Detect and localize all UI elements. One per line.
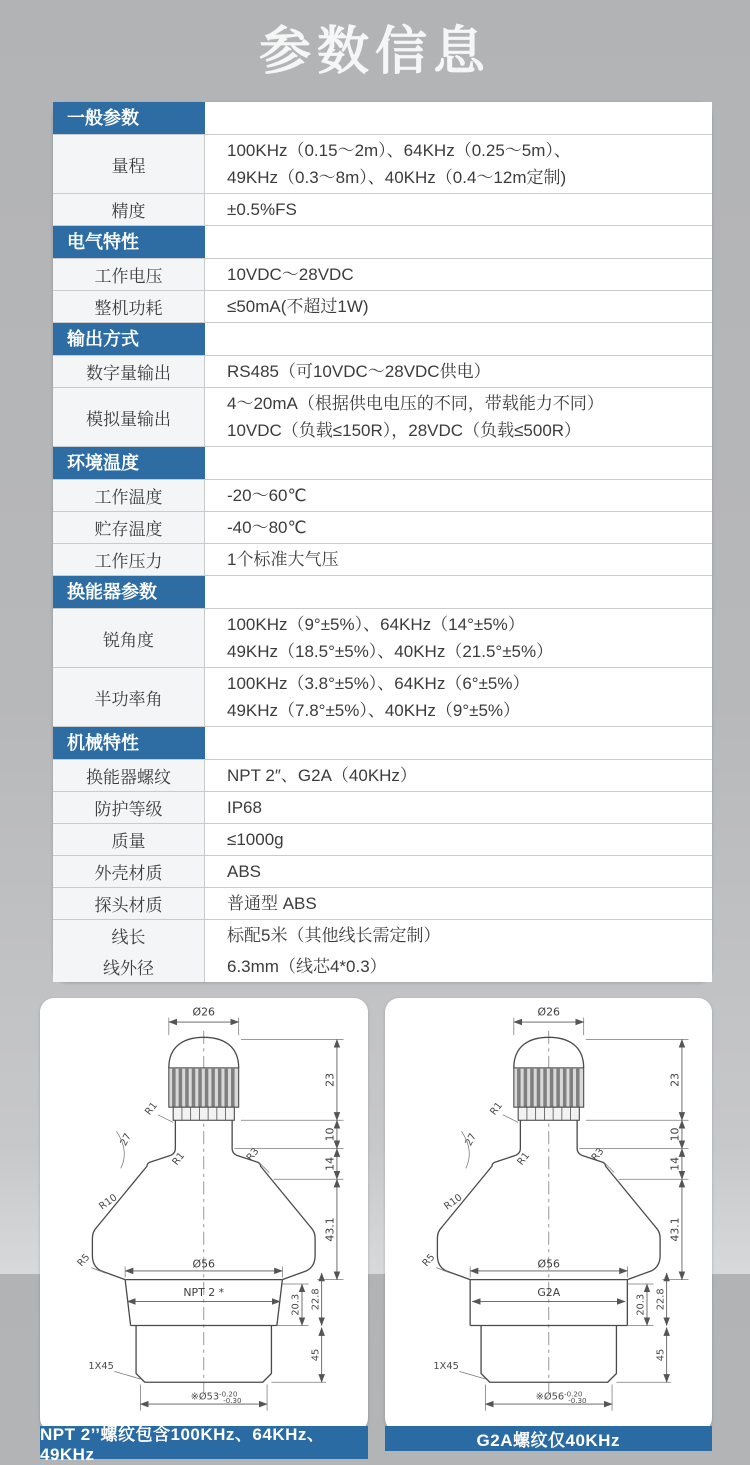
figures-section [40,998,712,1464]
section-header-mechanical: 机械特性 [53,727,205,759]
row-value: 4～20mA（根据供电电压的不同，带载能力不同） [227,394,604,413]
dimension-22-8: 22.8 [654,1288,666,1311]
chamfer-label: 1X45 [432,1361,459,1373]
dimension-43-1: 43.1 [323,1217,337,1242]
page-title: 参数信息 [258,23,491,81]
dimension-45: 45 [654,1348,666,1362]
dimension-10: 10 [668,1127,682,1142]
npt-drawing-svg [40,998,368,1426]
dimension-bottom-diameter: $※Ø53^{-0.20}$ -0.30 [190,1389,242,1405]
angle-label-27: 27 [462,1131,479,1148]
table-row [53,608,712,667]
table-row [53,511,712,543]
radius-label-r1-neck: R1 [515,1150,532,1168]
figure-card-npt [40,998,368,1464]
section-row [53,102,712,134]
row-label: 换能器螺纹 [53,760,205,791]
section-header-general: 一般参数 [53,102,205,134]
dimension-23: 23 [323,1072,337,1087]
g2a-drawing-svg [385,998,713,1426]
row-label: 锐角度 [53,609,205,667]
table-row [53,134,712,193]
row-value: 49KHz（18.5°±5%）、40KHz（21.5°±5%） [227,642,554,661]
dimension-20-3: 20.3 [635,1293,647,1316]
table-row [53,951,712,982]
row-value: RS485（可10VDC～28VDC供电） [227,362,491,381]
row-value: -40～80℃ [227,518,307,537]
dimension-23: 23 [668,1072,682,1087]
row-label: 工作压力 [53,544,205,575]
row-value: 100KHz（0.15～2m）、64KHz（0.25～5m）、 [227,141,571,160]
row-label: 防护等级 [53,792,205,823]
section-row [53,575,712,608]
table-row [53,791,712,823]
row-label: 量程 [53,135,205,193]
table-row [53,919,712,951]
row-value: NPT 2″、G2A（40KHz） [227,766,417,785]
row-value: 10VDC～28VDC [227,265,354,284]
section-header-environment: 环境温度 [53,447,205,479]
row-label: 线外径 [53,951,205,982]
technical-drawing-npt [40,998,368,1426]
table-row [53,855,712,887]
figure-caption-npt: NPT 2’’螺纹包含100KHz、64KHz、49KHz [40,1426,368,1459]
section-row [53,225,712,258]
radius-label-r10: R10 [97,1192,120,1213]
table-row [53,887,712,919]
row-value: 10VDC（负载≤150R），28VDC（负载≤500R） [227,421,582,440]
dimension-45: 45 [310,1348,322,1362]
radius-label-r1-top: R1 [487,1100,505,1118]
table-row [53,823,712,855]
row-label: 整机功耗 [53,291,205,322]
row-label: 数字量输出 [53,356,205,387]
dimension-14: 14 [323,1156,337,1171]
radius-label-r1-top: R1 [143,1100,160,1118]
row-value: 100KHz（3.8°±5%）、64KHz（6°±5%） [227,674,530,693]
radius-label-r5: R5 [420,1251,437,1270]
section-row [53,322,712,355]
row-label: 探头材质 [53,888,205,919]
dimension-10: 10 [323,1127,337,1142]
row-value: ≤50mA(不超过1W) [227,297,369,316]
row-label: 半功率角 [53,668,205,726]
table-row [53,258,712,290]
radius-label-r10: R10 [441,1192,464,1213]
row-value: 49KHz（7.8°±5%）、40KHz（9°±5%） [227,701,521,720]
table-row [53,193,712,225]
section-header-output: 输出方式 [53,323,205,355]
table-row [53,387,712,446]
figure-card-g2a [385,998,713,1450]
thread-label: G2A [536,1286,560,1300]
row-label: 工作电压 [53,259,205,290]
dimension-bottom-diameter: $※Ø56^{-0.20}$ -0.30 [535,1389,587,1405]
dimension-mid-diameter: Ø56 [192,1257,215,1271]
row-label: 贮存温度 [53,512,205,543]
table-row [53,543,712,575]
chamfer-label: 1X45 [88,1361,114,1373]
dimension-43-1: 43.1 [668,1217,682,1242]
dimension-top-diameter: Ø26 [192,1005,215,1019]
section-row [53,726,712,759]
row-label: 精度 [53,194,205,225]
row-value: 49KHz（0.3～8m）、40KHz（0.4～12m定制) [227,168,567,187]
row-value: ±0.5%FS [227,200,297,219]
row-value: ABS [227,862,262,881]
row-label: 线长 [53,920,205,951]
dimension-22-8: 22.8 [310,1288,322,1311]
angle-label-27: 27 [118,1131,135,1148]
figure-caption-g2a: G2A螺纹仅40KHz [385,1426,713,1451]
dimension-mid-diameter: Ø56 [537,1257,560,1271]
section-row [53,446,712,479]
table-row [53,290,712,322]
table-row [53,479,712,511]
table-row [53,759,712,791]
row-value: 1个标准大气压 [227,550,339,569]
row-value: 6.3mm（线芯4*0.3） [227,957,387,976]
section-header-transducer: 换能器参数 [53,576,205,608]
radius-label-r5: R5 [75,1251,93,1270]
dimension-top-diameter: Ø26 [537,1005,560,1019]
row-value: -20～60℃ [227,486,307,505]
table-row [53,667,712,726]
thread-label: NPT 2 * [183,1286,225,1300]
row-label: 模拟量输出 [53,388,205,446]
table-row [53,355,712,387]
row-value: 普通型 ABS [227,894,317,913]
dimension-14: 14 [668,1156,682,1171]
dimension-20-3: 20.3 [290,1293,302,1316]
technical-drawing-g2a [385,998,713,1426]
row-value: 100KHz（9°±5%）、64KHz（14°±5%） [227,615,525,634]
radius-label-r3: R3 [589,1146,606,1164]
row-value: ≤1000g [227,830,284,849]
radius-label-r3: R3 [244,1146,262,1164]
row-value: 标配5米（其他线长需定制） [227,926,441,945]
section-header-electrical: 电气特性 [53,226,205,258]
row-label: 质量 [53,824,205,855]
row-value: IP68 [227,798,262,817]
spec-table [53,102,712,982]
radius-label-r1-neck: R1 [170,1150,188,1168]
row-label: 工作温度 [53,480,205,511]
row-label: 外壳材质 [53,856,205,887]
